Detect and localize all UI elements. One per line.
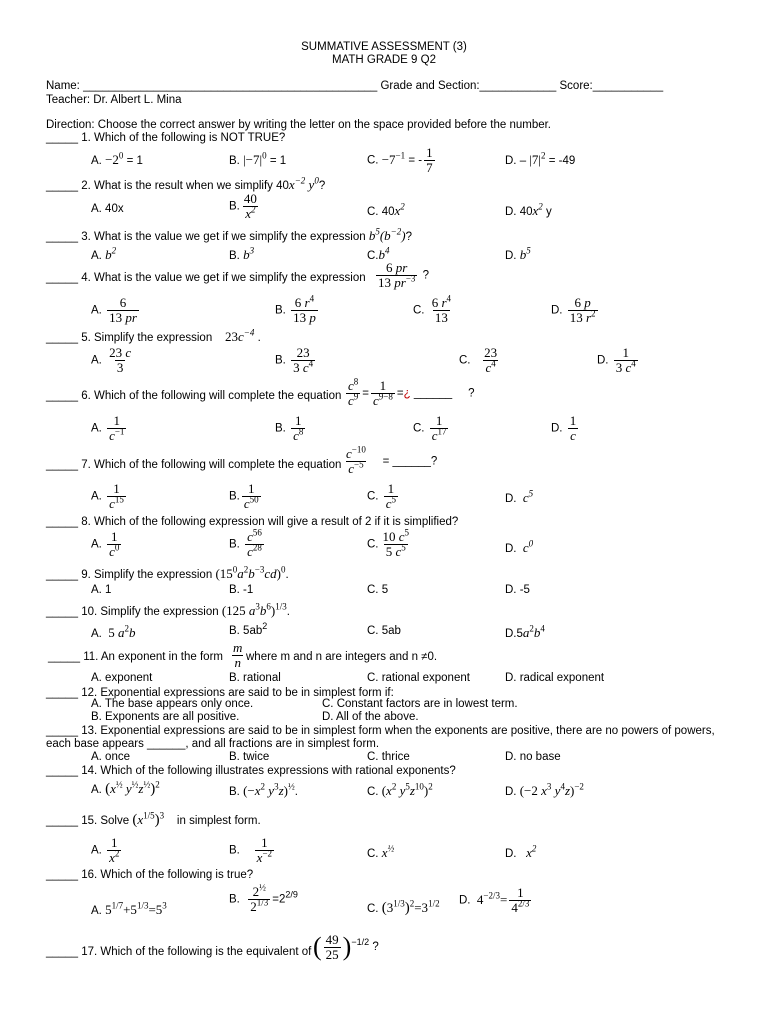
q8-choice-c: C. $\frac{10 c^5}{5 c^5}$ bbox=[367, 527, 410, 559]
q11-choice-a: A. exponent bbox=[91, 672, 153, 684]
q15-choice-d: D. $x^2$ bbox=[505, 843, 537, 860]
question-4: _____ 4. What is the value we get if we simplify the expression bbox=[46, 272, 366, 284]
q10-choice-d: $D.5a^2b^4$ bbox=[505, 623, 545, 640]
q9-choice-a: A. 1 bbox=[91, 584, 112, 596]
q2-choice-c: C. $40x^2$ bbox=[367, 201, 405, 218]
q12-choice-d: D. All of the above. bbox=[322, 711, 419, 723]
name-line: Name: ______________________________________________ Grade and Section:____________ Score:___________ bbox=[46, 80, 664, 92]
q1-choice-c: C. $-7^{-1}$ = - $\frac{1}{7}$ bbox=[367, 145, 433, 175]
q1-choice-a: A. $-2^0 = 1$ bbox=[91, 150, 143, 167]
question-8: _____ 8. Which of the following expression will give a result of 2 if it is simplified? bbox=[46, 516, 459, 528]
q9-choice-d: D. -5 bbox=[505, 584, 530, 596]
q11-fraction: $\frac{m}{n}$ bbox=[233, 640, 243, 670]
question-3: _____ 3. What is the value we get if we simplify the expression $b^5(b^{-2})$? bbox=[46, 226, 412, 243]
question-14: _____ 14. Which of the following illustrates expressions with rational exponents? bbox=[46, 765, 456, 777]
q6-choice-d: D. $\frac{1}{c}$ bbox=[551, 413, 577, 443]
q6-choice-b: B. $\frac{1}{c^8}$ bbox=[275, 413, 304, 443]
page-subtitle: MATH GRADE 9 Q2 bbox=[332, 54, 436, 66]
question-10: _____ 10. Simplify the expression (125 $a^3b^6)^{1/3}$. bbox=[46, 601, 290, 618]
q9-choice-b: B. -1 bbox=[229, 584, 254, 596]
question-17: _____ 17. Which of the following is the equivalent of bbox=[46, 946, 312, 958]
q16-choice-b: B. $\frac{2^{\frac{1}{2}}}{2^{1/3}}$ $=2^{2/9}$ bbox=[229, 882, 298, 914]
question-5: _____ 5. Simplify the expression $23c^{-4}$ . bbox=[46, 327, 261, 344]
q16-choice-a: A. $5^{1/7}+5^{1/3}=5^3$ bbox=[91, 900, 167, 917]
q13-choice-d: D. no base bbox=[505, 751, 561, 763]
q6-choice-a: A. $\frac{1}{c^{-1}}$ bbox=[91, 413, 125, 443]
question-16: _____ 16. Which of the following is true? bbox=[46, 869, 254, 881]
q16-choice-c: C. $(3^{1/3})^2=3^{1/2}$ bbox=[367, 898, 440, 916]
q7-equation: $\frac{c^{-10}}{c^{-5}}$ = ______? bbox=[346, 444, 438, 476]
q15-choice-c: C. $x^{\frac{1}{2}}$ bbox=[367, 843, 395, 860]
q12-choice-a: A. The base appears only once. bbox=[91, 698, 254, 710]
answer-blank: _____ bbox=[46, 132, 78, 144]
q2-choice-b: B. $\frac{40}{x^2}$ bbox=[229, 191, 257, 221]
q7-choice-d: D. $c^5$ bbox=[505, 488, 534, 505]
q11-choice-c: C. rational exponent bbox=[367, 672, 470, 684]
q5-choice-d: D. $\frac{1}{3 c^4}$ bbox=[597, 345, 636, 375]
q3-choice-a: A. $b^2$ bbox=[91, 245, 117, 262]
question-2: _____ 2. What is the result when we simplify $40x^{-2}$ $y^0$? bbox=[46, 175, 326, 192]
q6-equation: $\frac{c^8}{c^9}$ = $\frac{1}{c^{9-8}}$ =¿ ______ ? bbox=[348, 376, 475, 408]
question-13: _____ 13. Exponential expressions are said to be in simplest form when the exponents are positive, there are no powers of powers, bbox=[46, 725, 715, 737]
q3-choice-d: D. $b^5$ bbox=[505, 245, 531, 262]
direction-line: Direction: Choose the correct answer by writing the letter on the space provided before the number. bbox=[46, 119, 551, 131]
q6-choice-c: C. $\frac{1}{c^{17}}$ bbox=[413, 413, 447, 443]
q7-choice-a: A. $\frac{1}{c^{15}}$ bbox=[91, 481, 124, 511]
q14-choice-d: D. (−2 $x^3$ $y^4z)^{-2}$ bbox=[505, 781, 584, 798]
q8-choice-a: A. $\frac{1}{c^0}$ bbox=[91, 529, 120, 559]
q11-choice-d: D. radical exponent bbox=[505, 672, 605, 684]
q8-choice-b: B. $\frac{c^{56}}{c^{28}}$ bbox=[229, 527, 262, 559]
q1-choice-b: B. $|-7|^0 = 1$ bbox=[229, 150, 287, 167]
q13-choice-c: C. thrice bbox=[367, 751, 410, 763]
q5-choice-c: C. $\frac{23}{c^4}$ bbox=[459, 345, 498, 375]
q7-choice-c: C. $\frac{1}{c^5}$ bbox=[367, 481, 396, 511]
q14-choice-c: C. ($x^2$ $y^5z^{10})^2$ bbox=[367, 781, 433, 798]
q12-choice-b: B. Exponents are all positive. bbox=[91, 711, 240, 723]
q4-choice-b: B. $\frac{6 r^4}{13 p}$ bbox=[275, 293, 316, 325]
q5-choice-a: A. $\frac{23 c}{3}$ bbox=[91, 345, 132, 375]
q16-choice-d: D. $4^{-2/3}=$ $\frac{1}{4^{2/3}}$ bbox=[459, 885, 530, 915]
q10-choice-c: C. 5ab bbox=[367, 625, 401, 637]
q12-choice-c: C. Constant factors are in lowest term. bbox=[322, 698, 518, 710]
q4-choice-d: D. $\frac{6 p}{13 r^2}$ bbox=[551, 295, 596, 325]
q9-choice-c: C. 5 bbox=[367, 584, 389, 596]
teacher-line: Teacher: Dr. Albert L. Mina bbox=[46, 94, 182, 106]
question-6: _____ 6. Which of the following will complete the equation bbox=[46, 390, 342, 402]
question-12: _____ 12. Exponential expressions are said to be in simplest form if: bbox=[46, 687, 394, 699]
q13-choice-b: B. twice bbox=[229, 751, 270, 763]
q14-choice-a: A. ($x^{\frac{1}{2}}$ $y^{\frac{1}{2}}z^{\frac{1}{2}})^2$ bbox=[91, 779, 160, 797]
question-11-tail: where m and n are integers and n ≠0. bbox=[246, 651, 438, 663]
q2-choice-a: A. 40x bbox=[91, 203, 124, 215]
question-11: _____ 11. An exponent in the form bbox=[48, 651, 223, 663]
question-13-line2: each base appears ______, and all fractions are in simplest form. bbox=[46, 738, 380, 750]
q3-choice-c: $C.b^4$ bbox=[367, 245, 390, 262]
q1-choice-d: D. – $|7|^2 = -49$ bbox=[505, 150, 576, 167]
q4-choice-c: C. $\frac{6 r^4}{13}$ bbox=[413, 293, 452, 325]
question-15: _____ 15. Solve $(x^{1/5})^3$ in simplest form. bbox=[46, 810, 261, 828]
q13-choice-a: A. once bbox=[91, 751, 130, 763]
q3-choice-b: B. $b^3$ bbox=[229, 245, 255, 262]
q10-choice-a: A. 5 $a^2b$ bbox=[91, 623, 136, 640]
q17-expression: ( $\frac{49}{25}$ )$^{-1/2}$ ? bbox=[313, 931, 379, 962]
q10-choice-b: B. $5ab^2$ bbox=[229, 621, 268, 637]
question-7: _____ 7. Which of the following will complete the equation bbox=[46, 459, 342, 471]
q7-choice-b: B. $\frac{1}{c^{50}}$ bbox=[229, 481, 259, 511]
question-1: _____ 1. Which of the following is NOT TRUE? bbox=[46, 132, 286, 144]
q15-choice-a: A. $\frac{1}{x^2}$ bbox=[91, 835, 120, 865]
q4-choice-a: A. $\frac{6}{13 pr}$ bbox=[91, 295, 137, 325]
q15-choice-b: B. $\frac{1}{x^{-2}}$ bbox=[229, 835, 273, 865]
q14-choice-b: B. ($-x^2$ $y^3z)^{\frac{1}{2}}$. bbox=[229, 781, 298, 798]
page-title: SUMMATIVE ASSESSMENT (3) bbox=[301, 41, 467, 53]
question-9: _____ 9. Simplify the expression $(15^0a^2b^{-3}cd)^0$. bbox=[46, 564, 289, 581]
q8-choice-d: D. $c^0$ bbox=[505, 538, 534, 555]
q5-choice-b: B. $\frac{23}{3 c^4}$ bbox=[275, 345, 314, 375]
q4-expression: $\frac{6 pr}{13 pr^{-3}}$ ? bbox=[378, 260, 429, 290]
q11-choice-b: B. rational bbox=[229, 672, 281, 684]
q2-choice-d: D. $40x^2$ y bbox=[505, 201, 552, 218]
